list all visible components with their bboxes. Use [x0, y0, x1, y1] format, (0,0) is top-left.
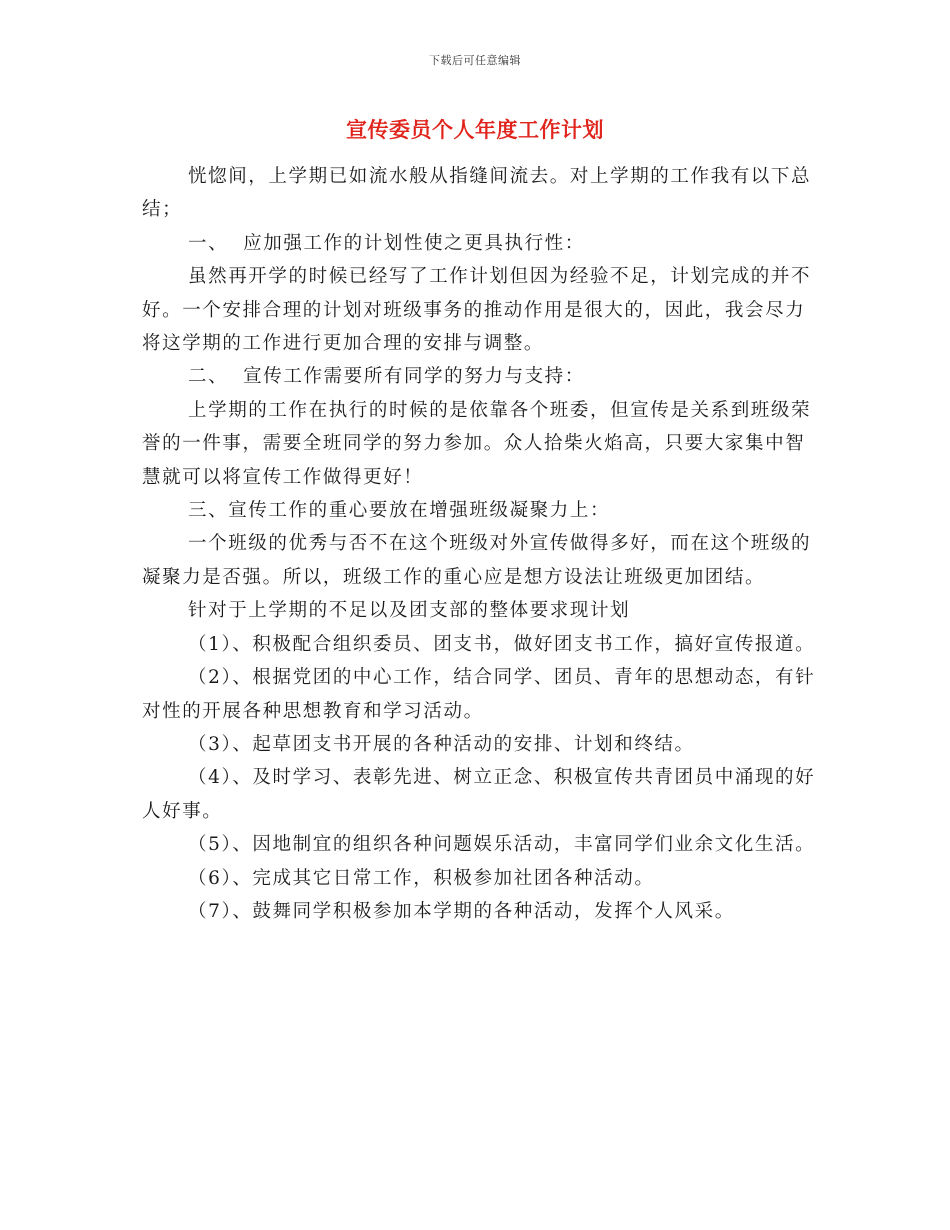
plan-item-2: （2）、根据党团的中心工作，结合同学、团员、青年的思想动态，有针对性的开展各种思想教育和学习活动。 — [142, 667, 816, 722]
document-body — [142, 160, 822, 928]
section-heading-3: 三、宣传工作的重心要放在增强班级凝聚力上： — [188, 500, 611, 522]
intro-paragraph: 恍惚间，上学期已如流水般从指缝间流去。对上学期的工作我有以下总结； — [142, 166, 812, 221]
section-heading-1: 一、 应加强工作的计划性使之更具执行性： — [188, 232, 585, 254]
plan-item-6: （6）、完成其它日常工作，积极参加社团各种活动。 — [188, 867, 655, 889]
section-paragraph-2: 上学期的工作在执行的时候的是依靠各个班委，但宣传是关系到班级荣誉的一件事，需要全班同学的努力参加。众人拾柴火焰高，只要大家集中智慧就可以将宣传工作做得更好！ — [142, 399, 812, 488]
plan-item-7: （7）、鼓舞同学积极参加本学期的各种活动，发挥个人风采。 — [188, 900, 735, 922]
header-note: 下载后可任意编辑 — [429, 54, 521, 67]
section-paragraph-3: 一个班级的优秀与否不在这个班级对外宣传做得多好，而在这个班级的凝聚力是否强。所以，班级工作的重心应是想方设法让班级更加团结。 — [142, 533, 812, 588]
section-paragraph-1: 虽然再开学的时候已经写了工作计划但因为经验不足，计划完成的并不好。一个安排合理的计划对班级事务的推动作用是很大的，因此，我会尽力将这学期的工作进行更加合理的安排与调整。 — [142, 266, 812, 355]
document-title: 宣传委员个人年度工作计划 — [346, 117, 604, 142]
plan-item-4: （4）、及时学习、表彰先进、树立正念、积极宣传共青团员中涌现的好人好事。 — [142, 767, 816, 822]
plan-intro: 针对于上学期的不足以及团支部的整体要求现计划 — [188, 600, 631, 622]
plan-item-1: （1）、积极配合组织委员、团支书，做好团支书工作，搞好宣传报道。 — [188, 633, 816, 655]
section-heading-2: 二、 宣传工作需要所有同学的努力与支持： — [188, 366, 585, 388]
plan-item-5: （5）、因地制宜的组织各种问题娱乐活动，丰富同学们业余文化生活。 — [188, 834, 816, 856]
plan-item-3: （3）、起草团支书开展的各种活动的安排、计划和终结。 — [188, 733, 695, 755]
